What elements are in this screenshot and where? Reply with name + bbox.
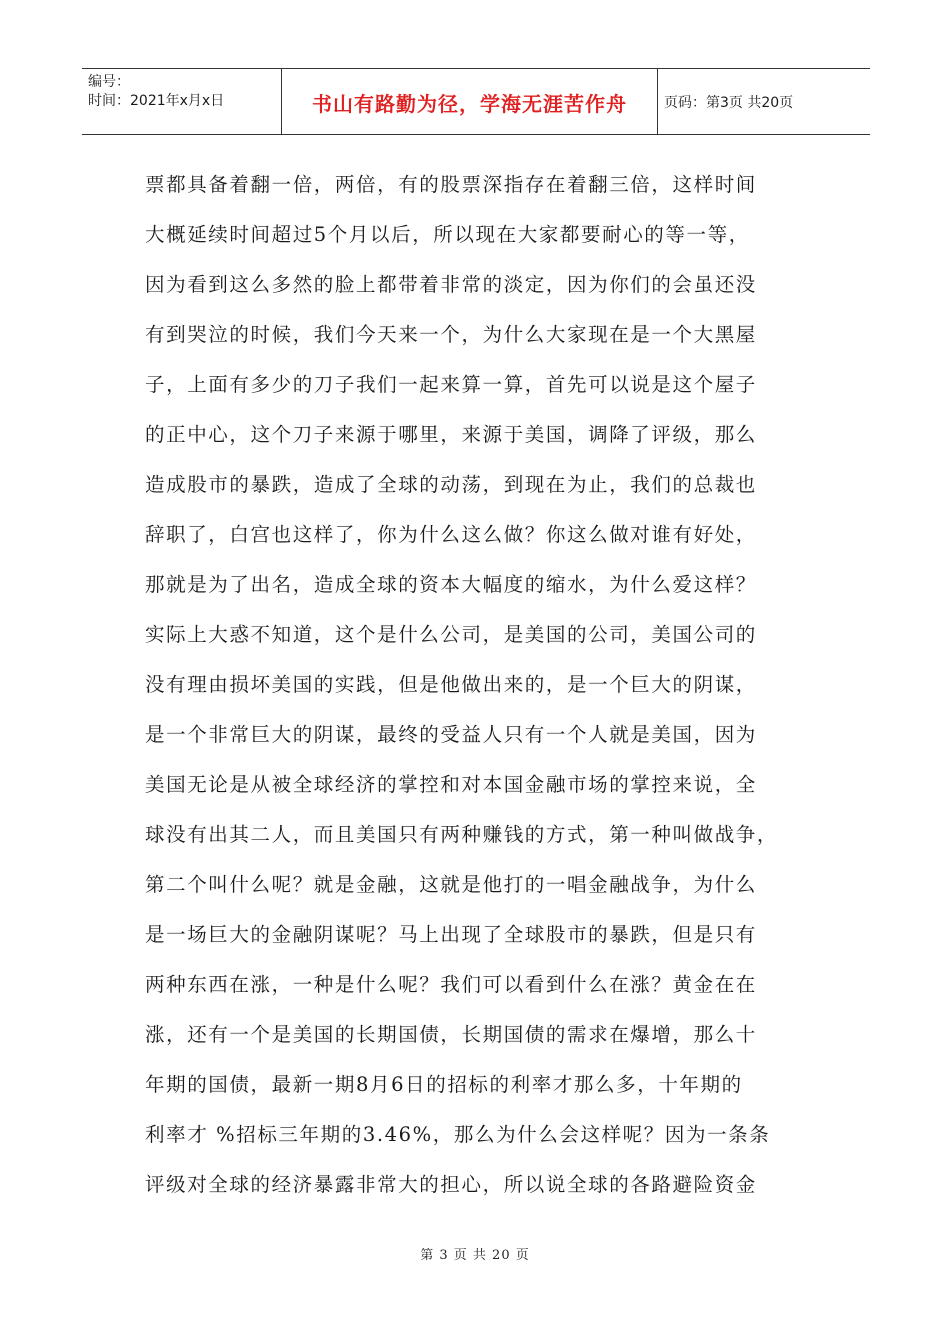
body-line: 是一个非常巨大的阴谋，最终的受益人只有一个人就是美国，因为 [145,723,757,746]
body-line: 因为看到这么多然的脸上都带着非常的淡定，因为你们的会虽还没 [145,273,757,296]
body-line: 涨，还有一个是美国的长期国债，长期国债的需求在爆增，那么十 [145,1023,757,1046]
page-info: 页码：第3页 共20页 [664,94,794,111]
page-footer: 第 3 页 共 20 页 [420,1248,530,1263]
header-motto-cell [282,69,658,134]
number-label: 编号： [88,74,130,90]
motto-text: 书山有路勤为径，学海无涯苦作舟 [312,92,627,116]
body-line: 没有理由损坏美国的实践，但是他做出来的，是一个巨大的阴谋， [145,673,757,696]
body-line: 造成股市的暴跌，造成了全球的动荡，到现在为止，我们的总裁也 [145,473,757,496]
body-line: 大概延续时间超过5个月以后，所以现在大家都要耐心的等一等， [145,223,750,246]
body-line: 美国无论是从被全球经济的掌控和对本国金融市场的掌控来说，全 [145,773,757,796]
header-meta-cell [82,69,282,134]
body-line: 子，上面有多少的刀子我们一起来算一算，首先可以说是这个屋子 [145,373,757,396]
body-line: 球没有出其二人，而且美国只有两种赚钱的方式，第一种叫做战争， [145,823,779,846]
body-line: 票都具备着翻一倍，两倍，有的股票深指存在着翻三倍，这样时间 [145,173,757,196]
body-line: 有到哭泣的时候，我们今天来一个，为什么大家现在是一个大黑屋 [145,323,757,346]
body-line: 两种东西在涨，一种是什么呢？我们可以看到什么在涨？黄金在在 [145,973,757,996]
page-header [82,68,870,135]
body-line: 那就是为了出名，造成全球的资本大幅度的缩水，为什么爱这样？ [145,573,757,596]
document-body [145,160,825,1210]
header-page-cell [658,69,870,134]
body-line: 实际上大惑不知道，这个是什么公司，是美国的公司，美国公司的 [145,623,757,646]
body-line: 利率才 %招标三年期的3.46%，那么为什么会这样呢？因为一条条 [145,1123,771,1146]
body-line: 第二个叫什么呢？就是金融，这就是他打的一唱金融战争，为什么 [145,873,757,896]
body-line: 年期的国债，最新一期8月6日的招标的利率才那么多，十年期的 [145,1073,743,1096]
body-line: 评级对全球的经济暴露非常大的担心，所以说全球的各路避险资金 [145,1173,757,1196]
body-line: 是一场巨大的金融阴谋呢？马上出现了全球股市的暴跌，但是只有 [145,923,757,946]
body-line: 辞职了，白宫也这样了，你为什么这么做？你这么做对谁有好处， [145,523,757,546]
time-label: 时间：2021年x月x日 [88,93,225,109]
body-line: 的正中心，这个刀子来源于哪里，来源于美国，调降了评级，那么 [145,423,757,446]
